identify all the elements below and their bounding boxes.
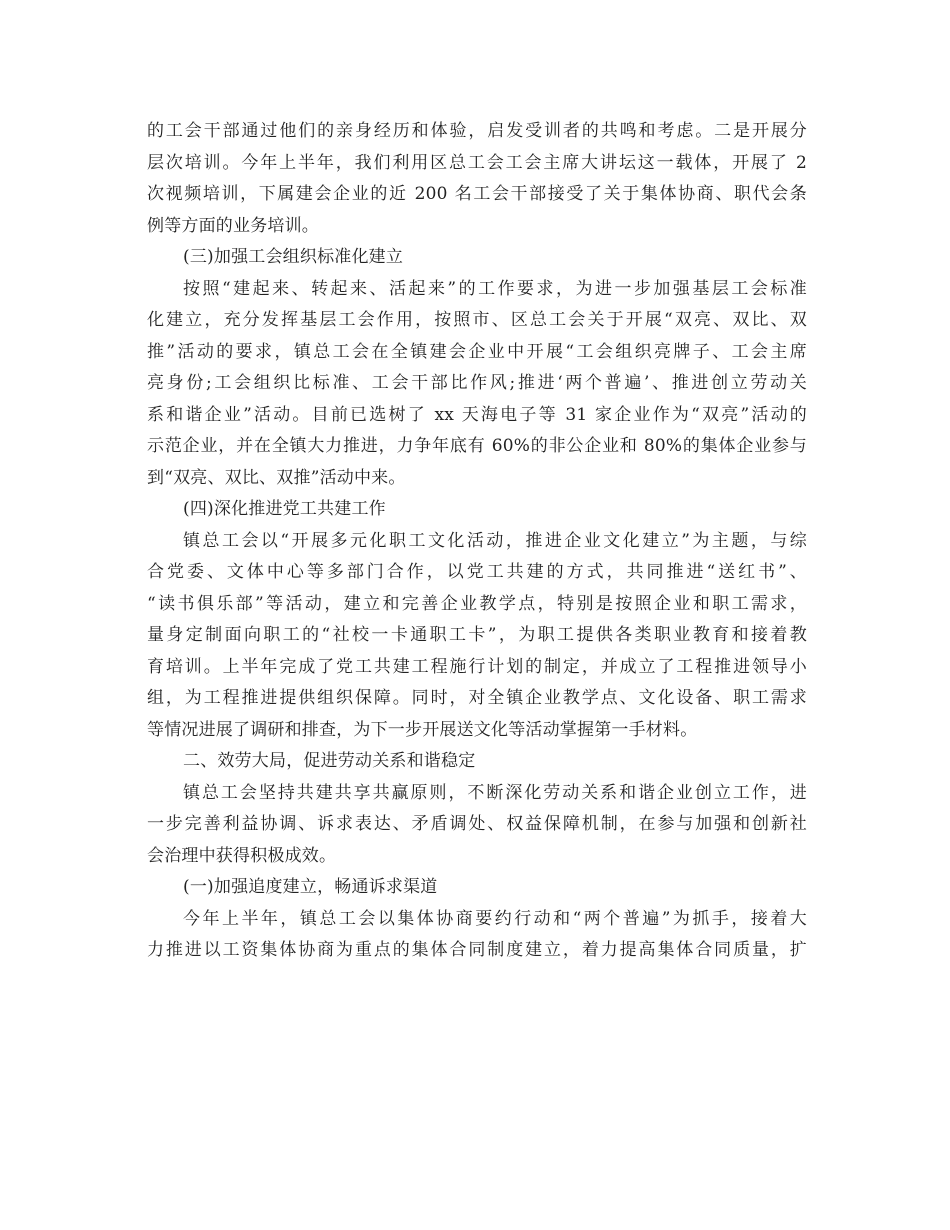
text-line: 例等方面的业务培训。 [147, 215, 319, 236]
text-line: “读书俱乐部”等活动，建立和完善企业教学点，特别是按照企业和职工需求， [147, 593, 807, 614]
text-line: 次视频培训，下属建会企业的近 200 名工会干部接受了关于集体协商、职代会条 [147, 184, 807, 204]
text-line: 层次培训。今年上半年，我们利用区总工会工会主席大讲坛这一载体，开展了 2 [147, 152, 807, 173]
text-line: 一步完善利益协调、诉求表达、矛盾调处、权益保障机制，在参与加强和创新社 [147, 814, 807, 834]
text-line: 力推进以工资集体协商为重点的集体合同制度建立，着力提高集体合同质量，扩 [147, 940, 807, 960]
text-line: 育培训。上半年完成了党工共建工程施行计划的制定，并成立了工程推进领导小 [147, 656, 807, 677]
text-line: (三)加强工会组织标准化建立 [183, 247, 404, 267]
text-line: (一)加强追度建立，畅通诉求渠道 [183, 877, 438, 897]
text-line: 到“双亮、双比、双推”活动中来。 [147, 467, 406, 488]
text-line: 量身定制面向职工的“社校一卡通职工卡”，为职工提供各类职业教育和接着教 [147, 625, 807, 645]
document-body [147, 116, 807, 967]
text-line: 镇总工会以“开展多元化职工文化活动，推进企业文化建立”为主题，与综 [183, 530, 807, 551]
text-line: 示范企业，并在全镇大力推进，力争年底有 60%的非公企业和 80%的集体企业参与 [147, 436, 807, 456]
text-line: 合党委、文体中心等多部门合作，以党工共建的方式，共同推进“送红书”、 [147, 562, 807, 582]
text-line: 二、效劳大局，促进劳动关系和谐稳定 [183, 751, 476, 771]
text-line: 等情况进展了调研和排查，为下一步开展送文化等活动掌握第一手材料。 [147, 719, 698, 740]
text-line: 组，为工程推进提供组织保障。同时，对全镇企业教学点、文化设备、职工需求 [147, 688, 807, 708]
text-line: 的工会干部通过他们的亲身经历和体验，启发受训者的共鸣和考虑。二是开展分 [147, 121, 807, 141]
text-line: (四)深化推进党工共建工作 [183, 499, 386, 519]
text-line: 系和谐企业”活动。目前已选树了 xx 天海电子等 31 家企业作为“双亮”活动的 [147, 404, 807, 425]
text-line: 镇总工会坚持共建共享共赢原则，不断深化劳动关系和谐企业创立工作，进 [183, 782, 807, 803]
text-line: 今年上半年，镇总工会以集体协商要约行动和“两个普遍”为抓手，接着大 [183, 908, 807, 929]
text-line: 化建立，充分发挥基层工会作用，按照市、区总工会关于开展“双亮、双比、双 [147, 310, 807, 330]
text-line: 按照“建起来、转起来、活起来”的工作要求，为进一步加强基层工会标准 [183, 278, 807, 299]
text-line: 亮身份;工会组织比标准、工会干部比作风;推进‘两个普遍’、推进创立劳动关 [147, 373, 807, 393]
text-line: 会治理中获得积极成效。 [147, 845, 337, 866]
text-line: 推”活动的要求，镇总工会在全镇建会企业中开展“工会组织亮牌子、工会主席 [147, 341, 807, 362]
